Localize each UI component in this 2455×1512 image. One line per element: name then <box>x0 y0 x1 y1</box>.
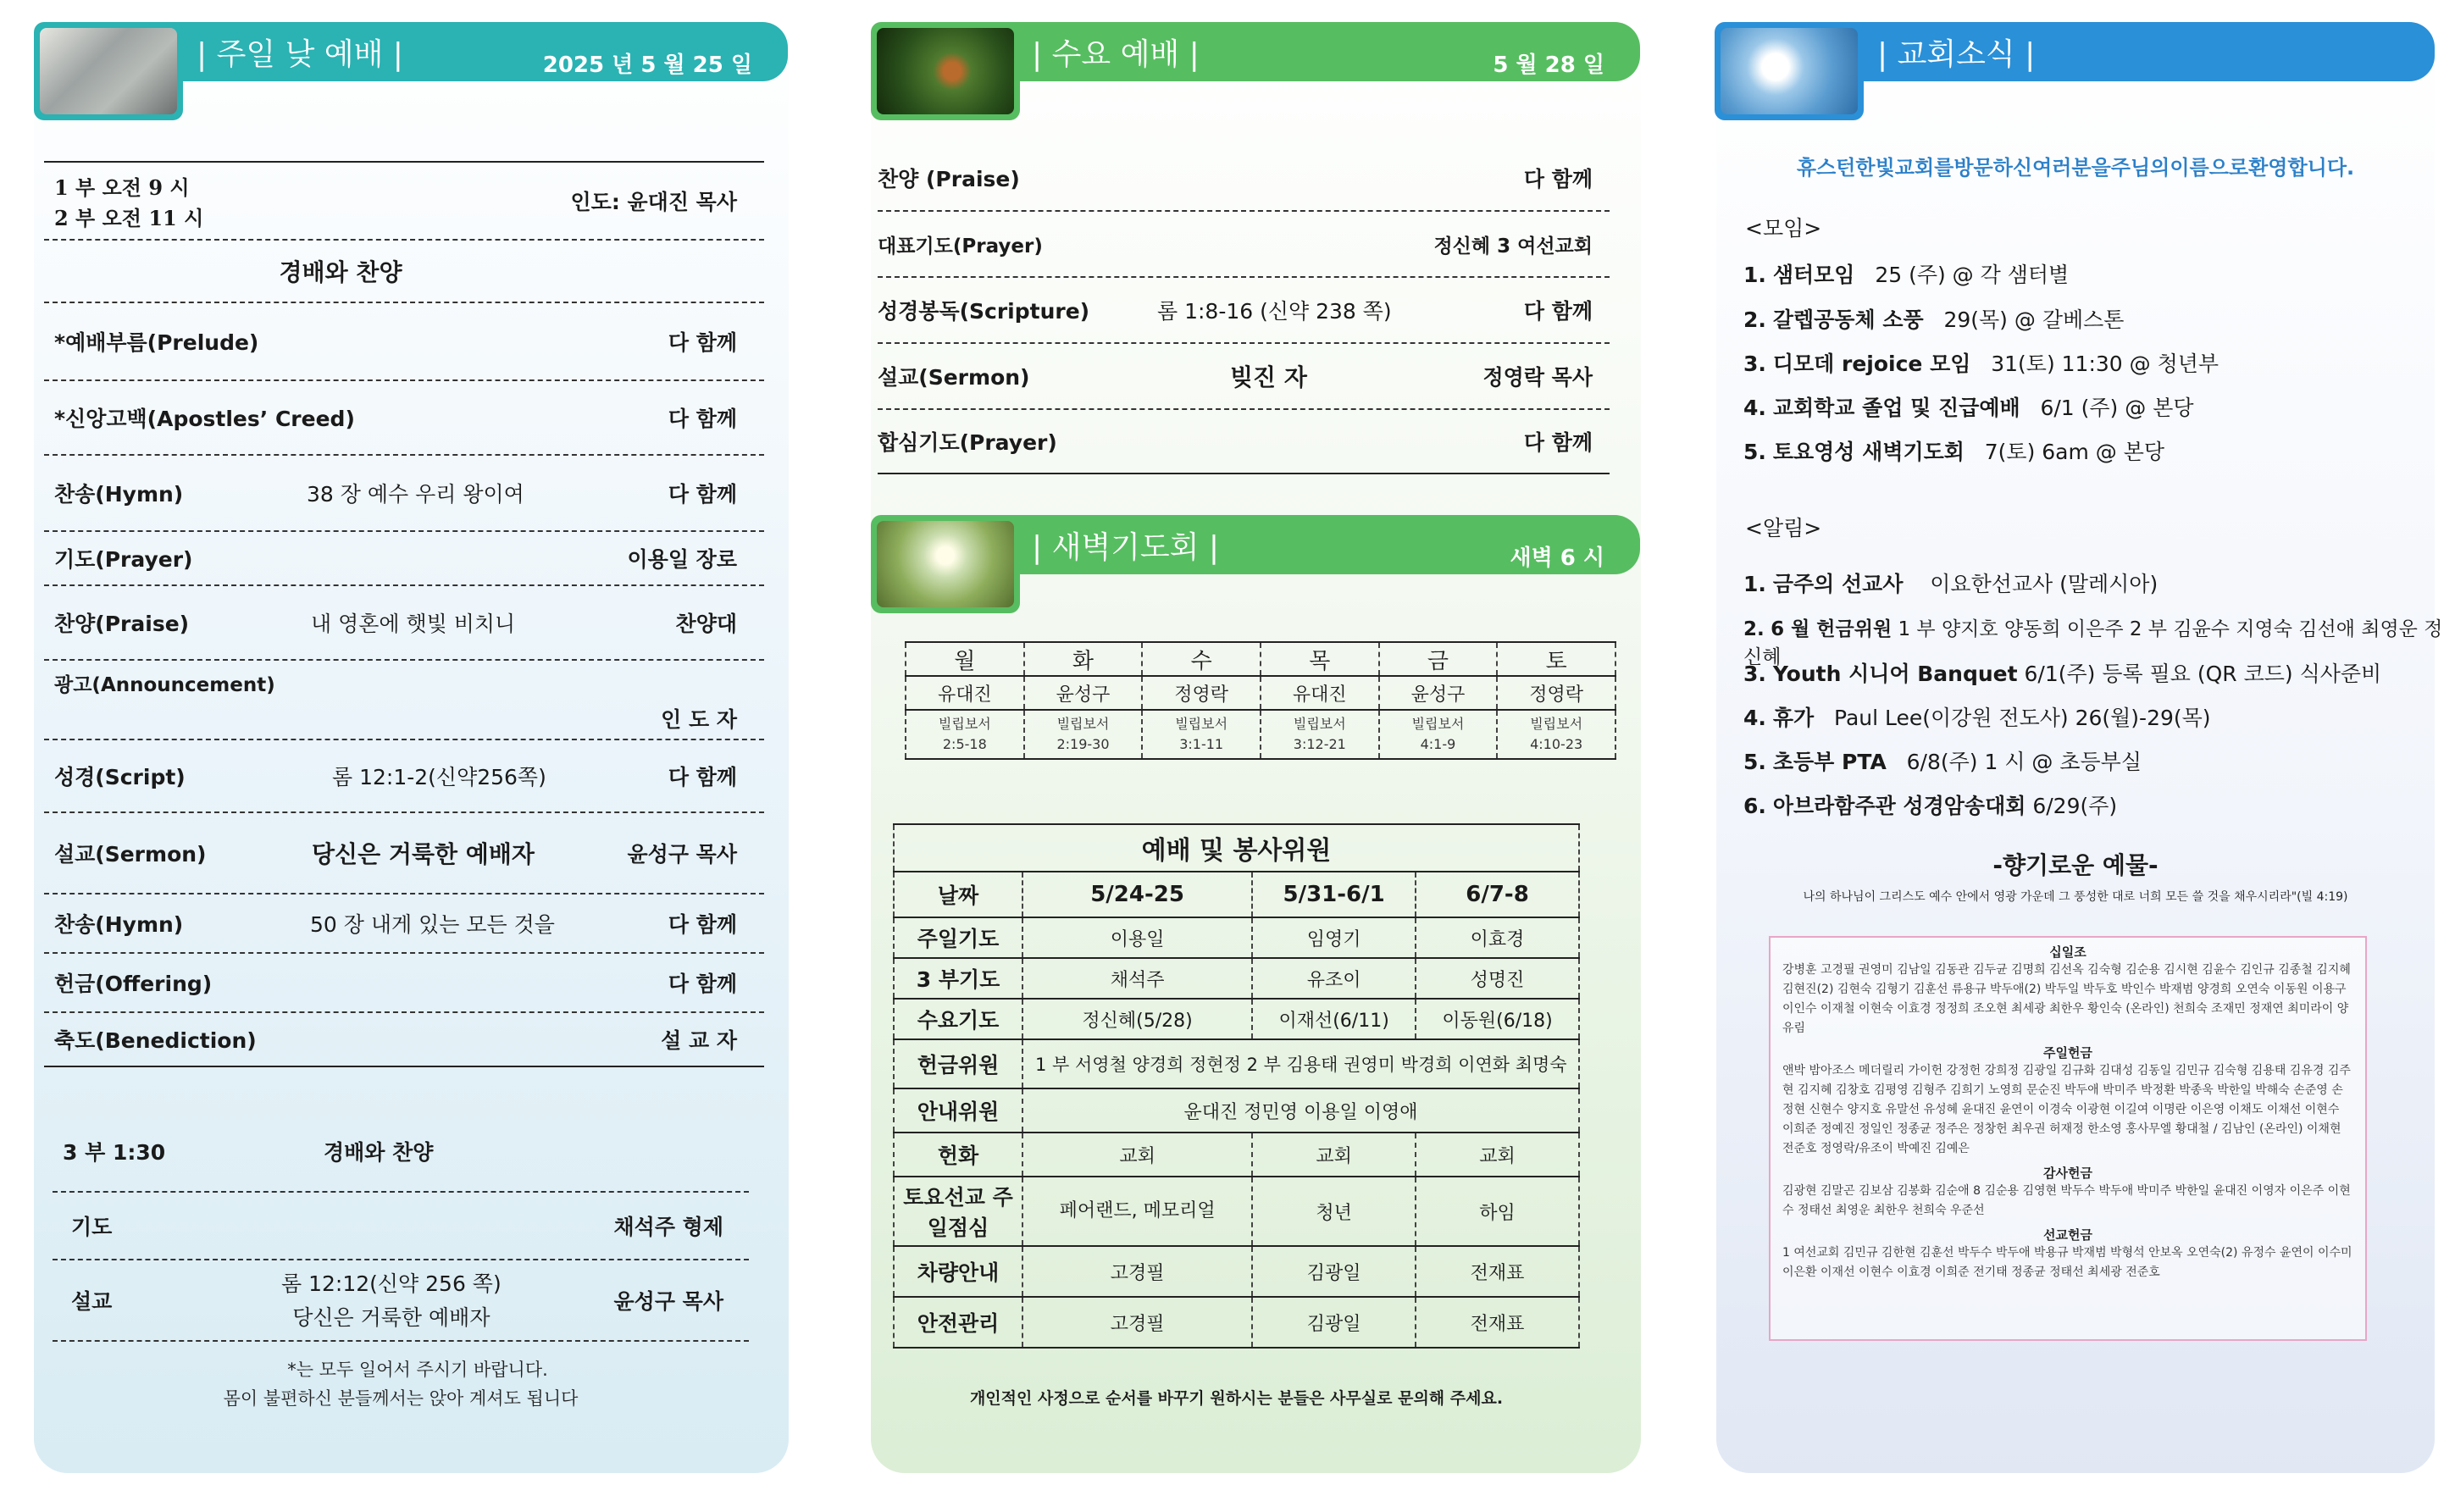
sunday-footnote: *는 모두 일어서 주시기 바랍니다. 몸이 불편하신 분들께서는 앉아 계셔도 됩니다 <box>223 1360 579 1409</box>
order-row: 광고(Announcement) 인 도 자 <box>44 661 764 740</box>
candle-photo <box>871 515 1020 613</box>
news-title: | 교회소식 | <box>1877 37 2036 72</box>
order-row: 헌금(Offering) 다 함께 <box>44 954 764 1013</box>
order-row: 찬송(Hymn) 38 장 예수 우리 왕이여 다 함께 <box>44 456 764 532</box>
sunday-leader: 인도: 윤대진 목사 <box>570 190 737 214</box>
sunday-title: | 주일 낮 예배 | <box>197 37 403 72</box>
worship-section-title: 경배와 찬양 <box>279 258 402 286</box>
notices-label: <알림> <box>1745 516 1822 540</box>
thanks-offering-label: 감사헌금 <box>2043 1166 2092 1181</box>
servers-title: 예배 및 봉사위원 <box>894 824 1579 872</box>
order-row: *신앙고백(Apostles’ Creed) 다 함께 <box>44 381 764 456</box>
sunday-times-row <box>44 163 764 241</box>
wed-row: 찬양 (Praise) 다 함께 <box>878 146 1610 212</box>
list-item: 1. 샘터모임 25 (주) @ 각 샘터별 <box>1743 263 2070 287</box>
list-item: 3. 디모데 rejoice 모임 31(토) 11:30 @ 청년부 <box>1743 352 2219 376</box>
third-service-time: 3 부 1:30 <box>63 1140 166 1165</box>
third-service-title: 경배와 찬양 <box>324 1140 434 1165</box>
welcome-text: 휴스턴한빛교회를방문하신여러분을주님의이름으로환영합니다. <box>1796 156 2355 180</box>
time-first: 1 부 오전 9 시 <box>54 175 190 200</box>
list-item: 2. 갈렙공동체 소풍 29(목) @ 갈베스톤 <box>1743 307 2125 332</box>
third-sermon-row: 설교 롬 12:12(신약 256 쪽) 당신은 거룩한 예배자 윤성구 목사 <box>53 1260 749 1342</box>
sunday-offering-names: 앤박 밤아조스 메더릴리 가이헌 강정헌 강희정 김광일 김규화 김대성 김동일 김민규 김숙형 김용태 김유경 김주현 김지혜 김창호 김평영 김형주 김희기 노영희 문순진 박두애 박미주 박정환 박종욱 박한일 박해숙 손준영 손정현 신현수 양지호 유말선 유성혜 윤대진 윤연이 이경숙 이광현 이길여 이명란 이은영 이채도 이채선 이현수 이희준 정예진 정일인 정종균 정주은 정창헌 최우권 허재정 한소영 홍사무엘 황대철 / 김남인 (온라인) 이채현 전준호 정영락/유조이 박예진 김예은 <box>1782 1064 2351 1155</box>
third-service-row <box>53 1111 749 1193</box>
thanks-offering-names: 김광현 김말곤 김보삼 김봉화 김순애 8 김순용 김영현 박두수 박두애 박미주 박한일 윤대진 이영자 이은주 이현수 정태선 최영운 최한우 천희숙 우준선 <box>1782 1184 2351 1217</box>
wed-row: 설교(Sermon) 빚진 자 정영락 목사 <box>878 344 1610 410</box>
mission-offering-names: 1 여선교회 김민규 김한현 김훈선 박두수 박두애 박용규 박재범 박형석 안보옥 오연숙(2) 유정수 윤연이 이수미 이은환 이재선 이현수 이효경 이희준 전기태 정종균 정태선 최세광 전준호 <box>1782 1246 2352 1279</box>
order-row: *예배부름(Prelude) 다 함께 <box>44 303 764 381</box>
sunday-offering-label: 주일헌금 <box>2043 1045 2092 1061</box>
order-row: 설교(Sermon) 당신은 거룩한 예배자 윤성구 목사 <box>44 813 764 894</box>
order-row: 성경(Script) 롬 12:1-2(신약256쪽) 다 함께 <box>44 740 764 813</box>
wednesday-date: 5 월 28 일 <box>1493 53 1604 78</box>
wed-row: 성경봉독(Scripture) 롬 1:8-16 (신약 238 쪽) 다 함께 <box>878 278 1610 344</box>
worship-section-row <box>44 241 764 303</box>
list-item: 4. 교회학교 졸업 및 진급예배 6/1 (주) @ 본당 <box>1743 396 2194 420</box>
list-item: 3. Youth 시니어 Banquet 6/1(주) 등록 필요 (QR 코드) 식사준비 <box>1743 662 2382 686</box>
meetings-label: <모임> <box>1745 216 1822 241</box>
mission-offering-label: 선교헌금 <box>2043 1227 2092 1243</box>
third-sermon-passage: 롬 12:12(신약 256 쪽) <box>281 1271 502 1296</box>
wed-row: 합심기도(Prayer) 다 함께 <box>878 410 1610 474</box>
order-row: 기도(Prayer) 이용일 장로 <box>44 532 764 586</box>
list-item: 4. 휴가 Paul Lee(이강원 전도사) 26(월)-29(목) <box>1743 706 2211 730</box>
dawn-time: 새벽 6 시 <box>1510 546 1604 571</box>
list-item: 5. 토요영성 새벽기도회 7(토) 6am @ 본당 <box>1743 440 2165 464</box>
servers-note: 개인적인 사정으로 순서를 바꾸기 원하시는 분들은 사무실로 문의해 주세요. <box>969 1389 1504 1408</box>
order-row: 축도(Benediction) 설 교 자 <box>44 1013 764 1067</box>
list-item: 1. 금주의 선교사 이요한선교사 (말레시아) <box>1743 572 2159 596</box>
list-item: 2. 6 월 헌금위원 1 부 양지호 양동희 이은주 2 부 김윤수 지영숙 김선애 최영운 정신혜 <box>1743 618 2443 668</box>
time-second: 2 부 오전 11 시 <box>54 206 204 230</box>
offering-title: -향기로운 예물- <box>1992 851 2159 879</box>
tithe-label: 십일조 <box>2049 944 2086 960</box>
list-item: 6. 아브라함주관 성경암송대회 6/29(주) <box>1743 794 2118 818</box>
servers-table: 예배 및 봉사위원 날짜 5/24-25 5/31-6/1 6/7-8 주일기도 이용일 임영기 이효경 3 부기도 채석주 유조이 성명진 수요기도 정신혜(5/28) 이재선(6/11) 이동원(6/18) 헌금위원 1 부 서영철 양경희 정현정 2 부 김용태 권영미 박경희 이연화 최명숙 안내위원 윤대진 정민영 이용일 이영애 헌화 교회 교회 교회 토요선교 주일점심 페어랜드, 메모리얼 청년 하임 차량안내 고경필 김광일 전재표 안전관리 고경필 김광일 전재표 <box>893 823 1580 1349</box>
tithe-names: 강병훈 고경필 권영미 김남일 김동관 김두균 김명희 김선옥 김숙형 김순용 김시현 김윤수 김인규 김종철 김지혜 김현진(2) 김현숙 김형기 김훈선 류용규 박두애(2) 박두일 박두호 박인수 박재범 양경희 오연숙 이동원 이용구 이인수 이재철 이현숙 이효경 정정희 조오현 최세광 최한우 황인숙 (온라인) 천희숙 조재민 정재연 최미라이 양유림 <box>1782 963 2351 1035</box>
third-sermon-title: 당신은 거룩한 예배자 <box>292 1305 490 1330</box>
dawn-title: | 새벽기도회 | <box>1032 530 1220 565</box>
cross-photo <box>871 22 1020 120</box>
dawn-schedule-table: 월 화 수 목 금 토 유대진 윤성구 정영락 유대진 윤성구 정영락 빌립보서 2:5-18 빌립보서 2:19-30 빌립보서 3:1-11 빌립보서 3:12-21 빌립보서 4:1-9 빌립보서 4:10-23 <box>905 641 1616 760</box>
list-item: 5. 초등부 PTA 6/8(주) 1 시 @ 초등부실 <box>1743 750 2142 774</box>
order-row: 찬송(Hymn) 50 장 내게 있는 모든 것을 다 함께 <box>44 894 764 954</box>
sunday-date: 2025 년 5 월 25 일 <box>542 53 752 78</box>
flower-photo <box>1715 22 1864 120</box>
bible-cross-photo <box>34 22 183 120</box>
offering-verse: 나의 하나님이 그리스도 예수 안에서 영광 가운데 그 풍성한 대로 너희 모든 쓸 것을 채우시리라"(빌 4:19) <box>1803 890 2348 904</box>
wednesday-title: | 수요 예배 | <box>1032 37 1200 72</box>
offering-list <box>1769 936 2367 1341</box>
third-prayer-row: 기도 채석주 형제 <box>53 1193 749 1260</box>
order-row: 찬양(Praise) 내 영혼에 햇빛 비치니 찬양대 <box>44 586 764 661</box>
wed-row: 대표기도(Prayer) 정신혜 3 여선교회 <box>878 212 1610 278</box>
